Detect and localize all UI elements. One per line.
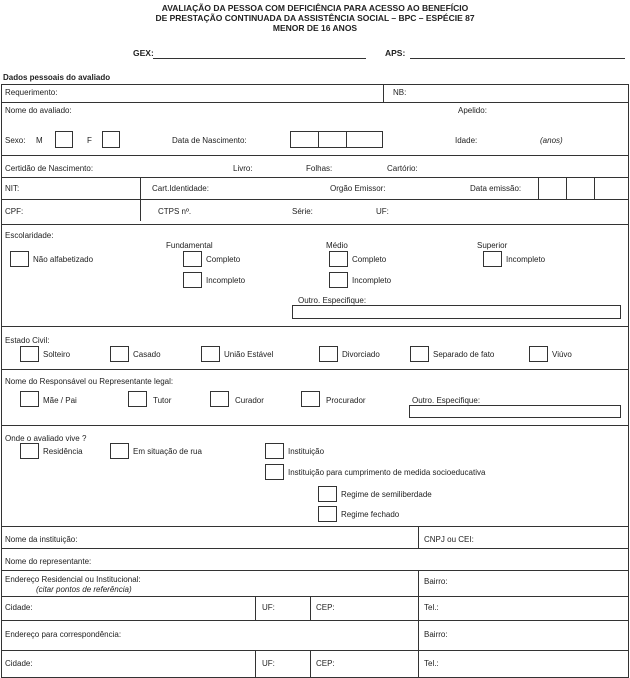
estado-civil-uniao-label: União Estável [224, 350, 274, 359]
bairro-label: Bairro: [424, 577, 448, 586]
serie-label: Série: [292, 207, 313, 216]
aps-field[interactable] [410, 58, 625, 59]
estado-civil-separado-checkbox[interactable] [410, 346, 429, 362]
responsavel-tutor-label: Tutor [153, 396, 172, 405]
fundamental-completo-label: Completo [206, 255, 241, 264]
rule [1, 425, 629, 426]
fundamental-label: Fundamental [166, 241, 213, 250]
sexo-m-checkbox[interactable] [55, 131, 73, 148]
rule [1, 199, 629, 200]
rule [1, 326, 629, 327]
nao-alfabetizado-label: Não alfabetizado [33, 255, 94, 264]
superior-label: Superior [477, 241, 508, 250]
requerimento-label: Requerimento: [5, 88, 58, 97]
folhas-label: Folhas: [306, 164, 333, 173]
divider [310, 650, 311, 678]
situacao-rua-label: Em situação de rua [133, 447, 202, 456]
form-title-line-2: DE PRESTAÇÃO CONTINUADA DA ASSISTÊNCIA SOCIAL – BPC – ESPÉCIE 87 [155, 13, 475, 23]
responsavel-outro-label: Outro. Especifique: [412, 396, 481, 405]
divider [255, 596, 256, 620]
rule [1, 548, 629, 549]
medio-incompleto-label: Incompleto [352, 276, 392, 285]
residencia-checkbox[interactable] [20, 443, 39, 459]
regime-fechado-label: Regime fechado [341, 510, 400, 519]
gex-label: GEX: [133, 48, 154, 58]
estado-civil-divorciado-checkbox[interactable] [319, 346, 338, 362]
sexo-f-label: F [87, 136, 92, 145]
responsavel-outro-input[interactable] [409, 405, 621, 418]
cartorio-label: Cartório: [387, 164, 418, 173]
frame-left [1, 84, 2, 678]
nome-representante-label: Nome do representante: [5, 557, 92, 566]
nit-label: NIT: [5, 184, 20, 193]
uf-corresp-label: UF: [262, 659, 275, 668]
divider [594, 177, 595, 199]
medio-incompleto-checkbox[interactable] [329, 272, 348, 288]
divider [140, 177, 141, 199]
cnpj-label: CNPJ ou CEI: [424, 535, 474, 544]
divider [418, 570, 419, 596]
orgao-emissor-label: Orgão Emissor: [330, 184, 386, 193]
bairro-corresp-label: Bairro: [424, 630, 448, 639]
medida-socioeducativa-checkbox[interactable] [265, 464, 284, 480]
responsavel-title: Nome do Responsável ou Representante legal: [5, 377, 174, 386]
rule [1, 177, 629, 178]
responsavel-procurador-label: Procurador [326, 396, 366, 405]
data-nascimento-ano[interactable] [346, 131, 383, 148]
estado-civil-divorciado-label: Divorciado [342, 350, 380, 359]
responsavel-curador-checkbox[interactable] [210, 391, 229, 407]
regime-fechado-checkbox[interactable] [318, 506, 337, 522]
instituicao-label: Instituição [288, 447, 325, 456]
nao-alfabetizado-checkbox[interactable] [10, 251, 29, 267]
rule [1, 224, 629, 225]
aps-label: APS: [385, 48, 406, 58]
cpf-label: CPF: [5, 207, 24, 216]
sexo-f-checkbox[interactable] [102, 131, 120, 148]
estado-civil-solteiro-label: Solteiro [43, 350, 71, 359]
divider [310, 596, 311, 620]
data-nascimento-mes[interactable] [318, 131, 347, 148]
livro-label: Livro: [233, 164, 253, 173]
medio-label: Médio [326, 241, 348, 250]
responsavel-procurador-checkbox[interactable] [301, 391, 320, 407]
rule [1, 102, 629, 103]
fundamental-incompleto-label: Incompleto [206, 276, 246, 285]
medida-socioeducativa-label: Instituição para cumprimento de medida socioeducativa [288, 468, 486, 477]
escolaridade-outro-label: Outro. Especifique: [298, 296, 367, 305]
medio-completo-label: Completo [352, 255, 387, 264]
data-nascimento-dia[interactable] [290, 131, 319, 148]
superior-incompleto-label: Incompleto [506, 255, 546, 264]
cart-identidade-label: Cart.Identidade: [152, 184, 209, 193]
certidao-label: Certidão de Nascimento: [5, 164, 94, 173]
fundamental-incompleto-checkbox[interactable] [183, 272, 202, 288]
rule [1, 84, 629, 85]
tel-corresp-label: Tel.: [424, 659, 439, 668]
ctps-label: CTPS nº. [158, 207, 192, 216]
rule [1, 650, 629, 651]
estado-civil-title: Estado Civil: [5, 336, 50, 345]
gex-field[interactable] [153, 58, 366, 59]
divider [255, 650, 256, 678]
cep-corresp-label: CEP: [316, 659, 335, 668]
form-title-line-3: MENOR DE 16 ANOS [272, 23, 358, 33]
endereco-correspondencia-label: Endereço para correspondência: [5, 630, 122, 639]
estado-civil-solteiro-checkbox[interactable] [20, 346, 39, 362]
semiliberdade-checkbox[interactable] [318, 486, 337, 502]
divider [566, 177, 567, 199]
semiliberdade-label: Regime de semiliberdade [341, 490, 432, 499]
divider [418, 620, 419, 650]
estado-civil-uniao-checkbox[interactable] [201, 346, 220, 362]
responsavel-tutor-checkbox[interactable] [128, 391, 147, 407]
situacao-rua-checkbox[interactable] [110, 443, 129, 459]
residencia-label: Residência [43, 447, 83, 456]
endereco-label: Endereço Residencial ou Institucional: [5, 575, 141, 584]
data-nascimento-label: Data de Nascimento: [172, 136, 247, 145]
uf-address-label: UF: [262, 603, 275, 612]
uf-label: UF: [376, 207, 389, 216]
frame-right [628, 84, 629, 678]
data-emissao-label: Data emissão: [470, 184, 522, 193]
onde-vive-title: Onde o avaliado vive ? [5, 434, 87, 443]
rule [1, 620, 629, 621]
divider [418, 650, 419, 678]
apelido-label: Apelido: [458, 106, 487, 115]
section-personal-data-title: Dados pessoais do avaliado [3, 73, 111, 82]
divider [418, 596, 419, 620]
nb-label: NB: [393, 88, 407, 97]
responsavel-mae-pai-label: Mãe / Pai [43, 396, 77, 405]
nome-avaliado-label: Nome do avaliado: [5, 106, 72, 115]
medio-completo-checkbox[interactable] [329, 251, 348, 267]
divider [383, 84, 384, 102]
estado-civil-casado-checkbox[interactable] [110, 346, 129, 362]
instituicao-checkbox[interactable] [265, 443, 284, 459]
estado-civil-viuvo-label: Viúvo [552, 350, 572, 359]
responsavel-mae-pai-checkbox[interactable] [20, 391, 39, 407]
cidade-label: Cidade: [5, 603, 33, 612]
divider [140, 199, 141, 221]
nome-instituicao-label: Nome da instituição: [5, 535, 78, 544]
rule [1, 526, 629, 527]
idade-unit: (anos) [540, 136, 563, 145]
idade-label: Idade: [455, 136, 478, 145]
sexo-label: Sexo: [5, 136, 26, 145]
estado-civil-viuvo-checkbox[interactable] [529, 346, 548, 362]
fundamental-completo-checkbox[interactable] [183, 251, 202, 267]
divider [538, 177, 539, 199]
responsavel-curador-label: Curador [235, 396, 264, 405]
cep-label: CEP: [316, 603, 335, 612]
cidade-corresp-label: Cidade: [5, 659, 33, 668]
referencia-label: (citar pontos de referência) [36, 585, 132, 594]
superior-incompleto-checkbox[interactable] [483, 251, 502, 267]
escolaridade-outro-input[interactable] [292, 305, 621, 319]
sexo-m-label: M [36, 136, 43, 145]
rule [1, 369, 629, 370]
rule [1, 155, 629, 156]
divider [418, 526, 419, 548]
estado-civil-casado-label: Casado [133, 350, 161, 359]
rule [1, 570, 629, 571]
rule [1, 596, 629, 597]
form-title-line-1: AVALIAÇÃO DA PESSOA COM DEFICIÊNCIA PARA ACESSO AO BENEFÍCIO [161, 3, 469, 13]
estado-civil-separado-label: Separado de fato [433, 350, 495, 359]
tel-label: Tel.: [424, 603, 439, 612]
escolaridade-title: Escolaridade: [5, 231, 54, 240]
